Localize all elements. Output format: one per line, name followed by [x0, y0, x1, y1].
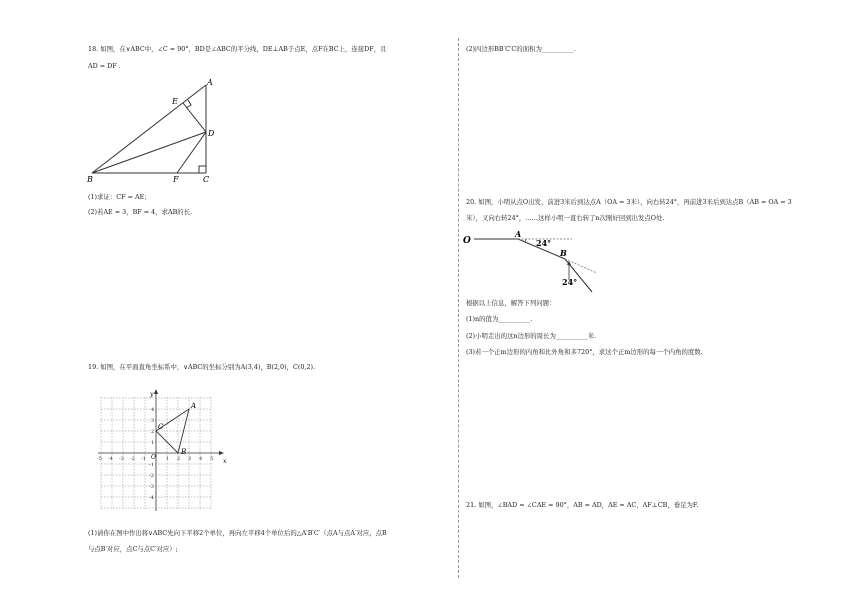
x-axis-label: x [223, 458, 227, 465]
q19-part1-line2: 与点B′对应，点C与点C′对应）; [88, 545, 178, 553]
y-tick-label: -2 [149, 473, 154, 479]
x-tick-label: 3 [188, 456, 192, 462]
origin-label: O [151, 454, 156, 461]
x-tick-label: -3 [119, 456, 124, 462]
q19-part2: (2)四边形BB′C′C的面积为__________. [466, 45, 576, 53]
q18-part2: (2)若AE = 3，BF = 4，求AB的长. [88, 208, 193, 216]
x-tick-label: 5 [210, 456, 214, 462]
x-tick-label: 2 [177, 456, 181, 462]
q20-part2: (2)小明走出的这n边形的周长为__________米. [466, 332, 597, 340]
q18-label-B: B [87, 175, 93, 184]
q20-label-B: B [560, 248, 567, 258]
x-tick-label: -5 [97, 456, 102, 462]
x-tick-label: -2 [130, 456, 135, 462]
q19-point-C: C [158, 423, 164, 431]
q20-intro: 根据以上信息，解答下列问题： [466, 299, 556, 307]
q18-line1: 18. 如图，在∨ABC中，∠C = 90°，BD是∠ABC的平分线，DE⊥AB于点E，点F在BC上，连接DF，且 [88, 45, 387, 53]
q20-line2: 米），又向右转24°，……这样小明一直右转了n次刚好回到出发点O处. [466, 214, 665, 222]
y-tick-label: 2 [151, 429, 155, 435]
q20-angle-2: 24° [562, 277, 578, 287]
q20-path-figure [462, 228, 612, 296]
q18-figure [84, 76, 224, 186]
q19-coordinate-grid [96, 388, 231, 514]
x-tick-label: -4 [108, 456, 113, 462]
q18-label-C: C [203, 175, 210, 184]
x-tick-label: 4 [199, 456, 203, 462]
q18-label-A: A [207, 78, 213, 87]
y-tick-label: -4 [149, 495, 154, 501]
q19-line1: 19. 如图，在平面直角坐标系中，∨ABC的坐标分别为A(3,4)，B(2,0)，C(0,2). [88, 363, 316, 371]
q18-label-E: E [172, 97, 178, 106]
q20-part3: (3)若一个正m边形的内角和比外角和多720°，求这个正m边形的每一个内角的度数. [466, 348, 703, 356]
y-tick-label: 3 [151, 418, 155, 424]
y-tick-label: -3 [149, 484, 154, 490]
q18-part1: (1)求证：CF = AE； [88, 193, 151, 201]
q18-label-D: D [208, 129, 215, 138]
q18-label-F: F [173, 175, 179, 184]
q19-part1-line1: (1)请你在图中作出将∨ABC先向下平移2个单位，再向左平移4个单位后的△A′B′C′（点A与点A′对应，点B [88, 529, 387, 537]
x-tick-label: -1 [141, 456, 146, 462]
q21-line1: 21. 如图，∠BAD = ∠CAE = 90°，AB = AD，AE = AC，AF⊥CB，垂足为F. [466, 501, 699, 509]
y-tick-label: 1 [151, 440, 155, 446]
y-tick-label: -1 [149, 462, 154, 468]
q19-point-A: A [191, 402, 197, 410]
q20-part1: (1)n的值为__________. [466, 315, 533, 323]
q19-point-B: B [181, 448, 187, 456]
q20-label-O: O [463, 236, 471, 246]
y-axis-label: y [150, 391, 154, 398]
q18-line2: AD = DF . [88, 62, 121, 70]
column-divider [458, 38, 459, 578]
q20-angle-1: 24° [536, 238, 552, 248]
q20-label-A: A [515, 229, 522, 239]
x-tick-label: 1 [166, 456, 170, 462]
y-tick-label: 4 [151, 407, 155, 413]
q20-line1: 20. 如图，小明从点O出发，前进3米后到达点A（OA = 3米），向右转24°，再前进3米后到达点B（AB = OA = 3 [466, 198, 792, 206]
